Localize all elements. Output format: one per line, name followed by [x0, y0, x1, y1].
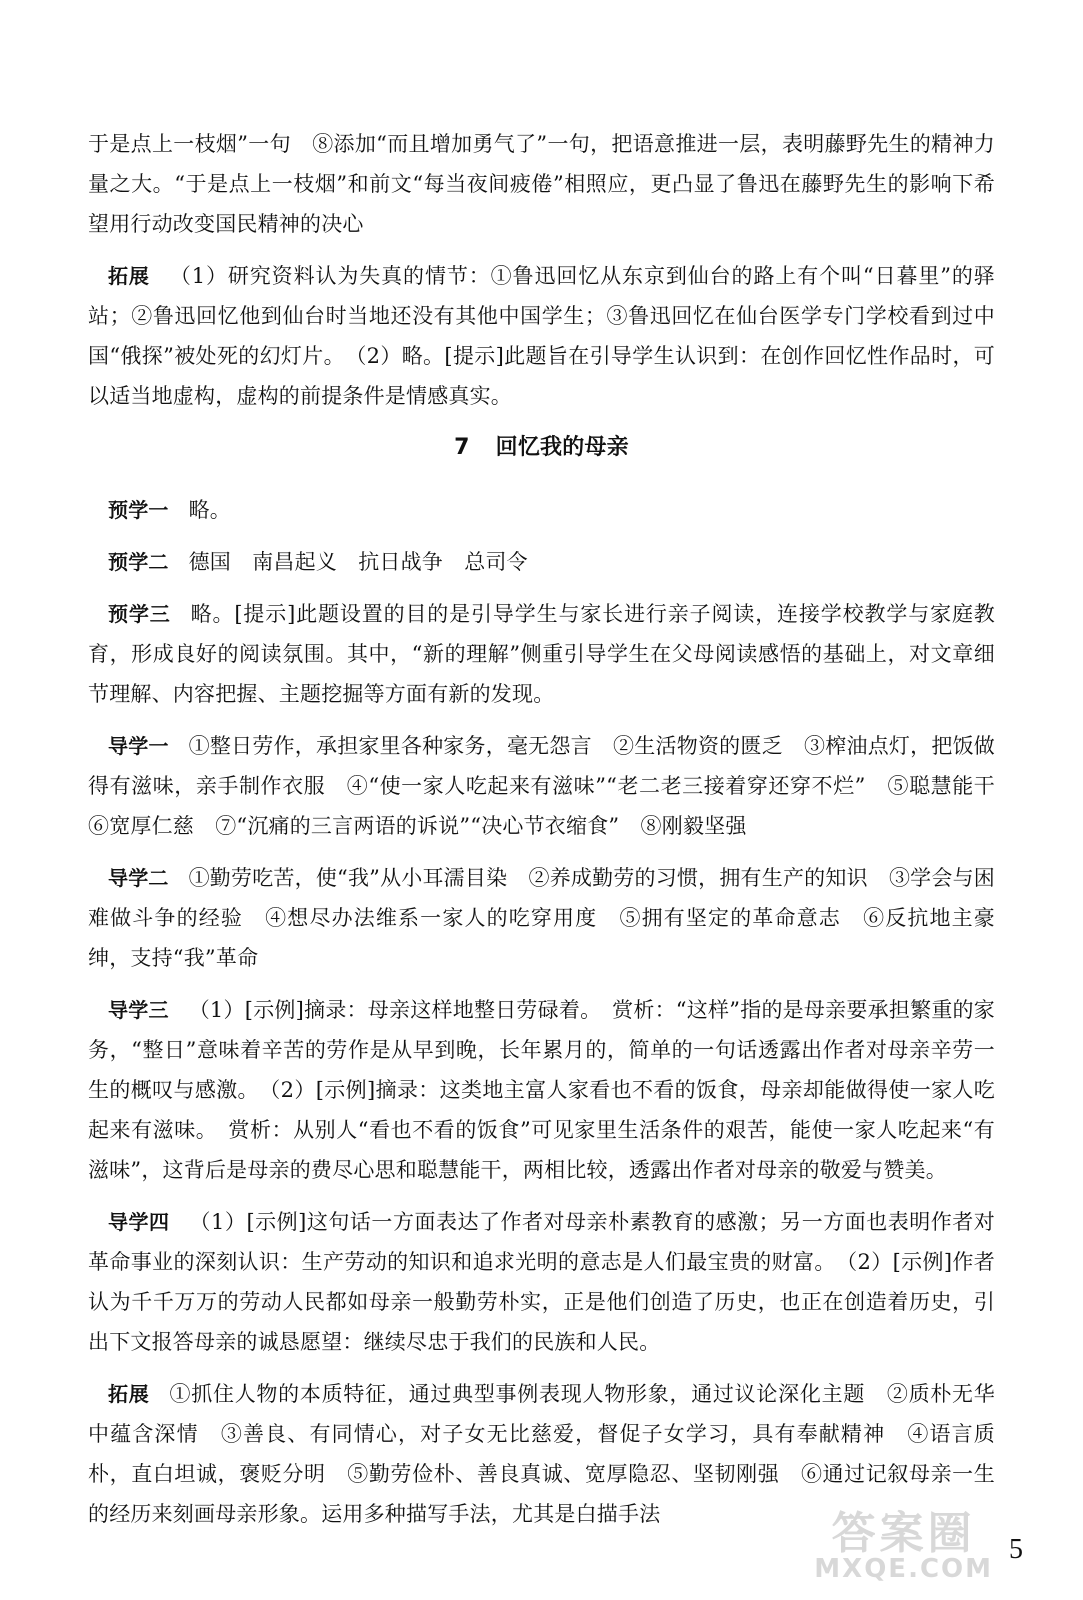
answer-item: [88, 490, 995, 530]
item-text: ①抓住人物的本质特征，通过典型事例表现人物形象，通过议论深化主题 ②质朴无华中蕴含深情 ③善良、有同情心，对子女无比慈爱，督促子女学习，具有奉献精神 ④语言质朴，直白坦诚，褒贬分明 ⑤勤劳俭朴、善良真诚、宽厚隐忍、坚韧刚强 ⑥通过记叙母亲一生的经历来刻画母亲形象。运用多种描写手法，尤其是白描手法: [88, 1382, 995, 1526]
answer-item: [88, 990, 995, 1190]
lesson-number: 7: [454, 435, 470, 460]
answer-item: [88, 1202, 995, 1362]
item-text: （1）[示例]这句话一方面表达了作者对母亲朴素教育的感激；另一方面也表明作者对革命事业的深刻认识：生产劳动的知识和追求光明的意志是人们最宝贵的财富。 （2）[示例]作者认为千千万万的劳动人民都如母亲一般勤劳朴实，正是他们创造了历史，也正在创造着历史，引出下文报答母亲的诚恳愿望：继续尽忠于我们的民族和人民。: [88, 1210, 995, 1354]
paragraph-continuation: 于是点上一枝烟”一句 ⑧添加“而且增加勇气了”一句，把语意推进一层，表明藤野先生的精神力量之大。“于是点上一枝烟”和前文“每当夜间疲倦”相照应，更凸显了鲁迅在藤野先生的影响下希望用行动改变国民精神的决心: [88, 132, 995, 236]
watermark-bottom-text: MXQE.COM: [814, 1554, 993, 1584]
item-text: 略。[提示]此题设置的目的是引导学生与家长进行亲子阅读，连接学校教学与家庭教育，形成良好的阅读氛围。其中，“新的理解”侧重引导学生在父母阅读感悟的基础上，对文章细节理解、内容把握、主题挖掘等方面有新的发现。: [88, 602, 996, 706]
item-label: 预学二: [108, 550, 169, 574]
item-text: ①整日劳作，承担家里各种家务，毫无怨言 ②生活物资的匮乏 ③榨油点灯，把饭做得有滋味，亲手制作衣服 ④“使一家人吃起来有滋味”“老二老三接着穿还穿不烂” ⑤聪慧能干 ⑥宽厚仁慈 ⑦“沉痛的三言两语的诉说”“决心节衣缩食” ⑧刚毅坚强: [88, 734, 1017, 838]
extension-text: （1）研究资料认为失真的情节：①鲁迅回忆从东京到仙台的路上有个叫“日暮里”的驿站；②鲁迅回忆他到仙台时当地还没有其他中国学生；③鲁迅回忆在仙台医学专门学校看到过中国“俄探”被处死的幻灯片。 （2）略。[提示]此题旨在引导学生认识到：在创作回忆性作品时，可以适当地虚构，虚构的前提条件是情感真实。: [88, 264, 995, 408]
watermark-top-text: 答案圈: [831, 1508, 976, 1559]
item-text: 略。: [188, 498, 232, 522]
item-label: 导学一: [108, 734, 169, 758]
answer-item: [88, 726, 1017, 846]
item-text: ①勤劳吃苦，使“我”从小耳濡目染 ②养成勤劳的习惯，拥有生产的知识 ③学会与困难做斗争的经验 ④想尽办法维系一家人的吃穿用度 ⑤拥有坚定的革命意志 ⑥反抗地主豪绅，支持“我”革命: [88, 866, 995, 970]
answer-item: [88, 594, 995, 714]
item-text: 德国 南昌起义 抗日战争 总司令: [188, 550, 528, 574]
item-text: （1）[示例]摘录：母亲这样地整日劳碌着。 赏析：“这样”指的是母亲要承担繁重的家务，“整日”意味着辛苦的劳作是从早到晚，长年累月的，简单的一句话透露出作者对母亲辛劳一生的概叹与感激。 （2）[示例]摘录：这类地主富人家看也不看的饭食，母亲却能做得使一家人吃起来有滋味。 赏析：从别人“看也不看的饭食”可见家里生活条件的艰苦，能使一家人吃起来“有滋味”，这背后是母亲的费尽心思和聪慧能干，两相比较，透露出作者对母亲的敬爱与赞美。: [88, 998, 995, 1182]
answer-item: [88, 858, 995, 978]
lesson-title: 回忆我的母亲: [495, 435, 629, 460]
item-label: 导学二: [108, 866, 169, 890]
item-label: 预学一: [108, 498, 169, 522]
paragraph-extension-prev: [88, 256, 995, 416]
item-label: 导学三: [108, 998, 169, 1022]
page-number: 5: [1009, 1534, 1023, 1565]
watermark-logo: [814, 1508, 993, 1584]
extension-label: 拓展: [108, 264, 150, 288]
lesson-heading: [88, 428, 995, 468]
document-body: [88, 124, 1017, 1546]
item-label: 导学四: [108, 1210, 170, 1234]
item-label: 预学三: [108, 602, 171, 626]
item-label: 拓展: [108, 1382, 150, 1406]
answer-item: [88, 542, 995, 582]
